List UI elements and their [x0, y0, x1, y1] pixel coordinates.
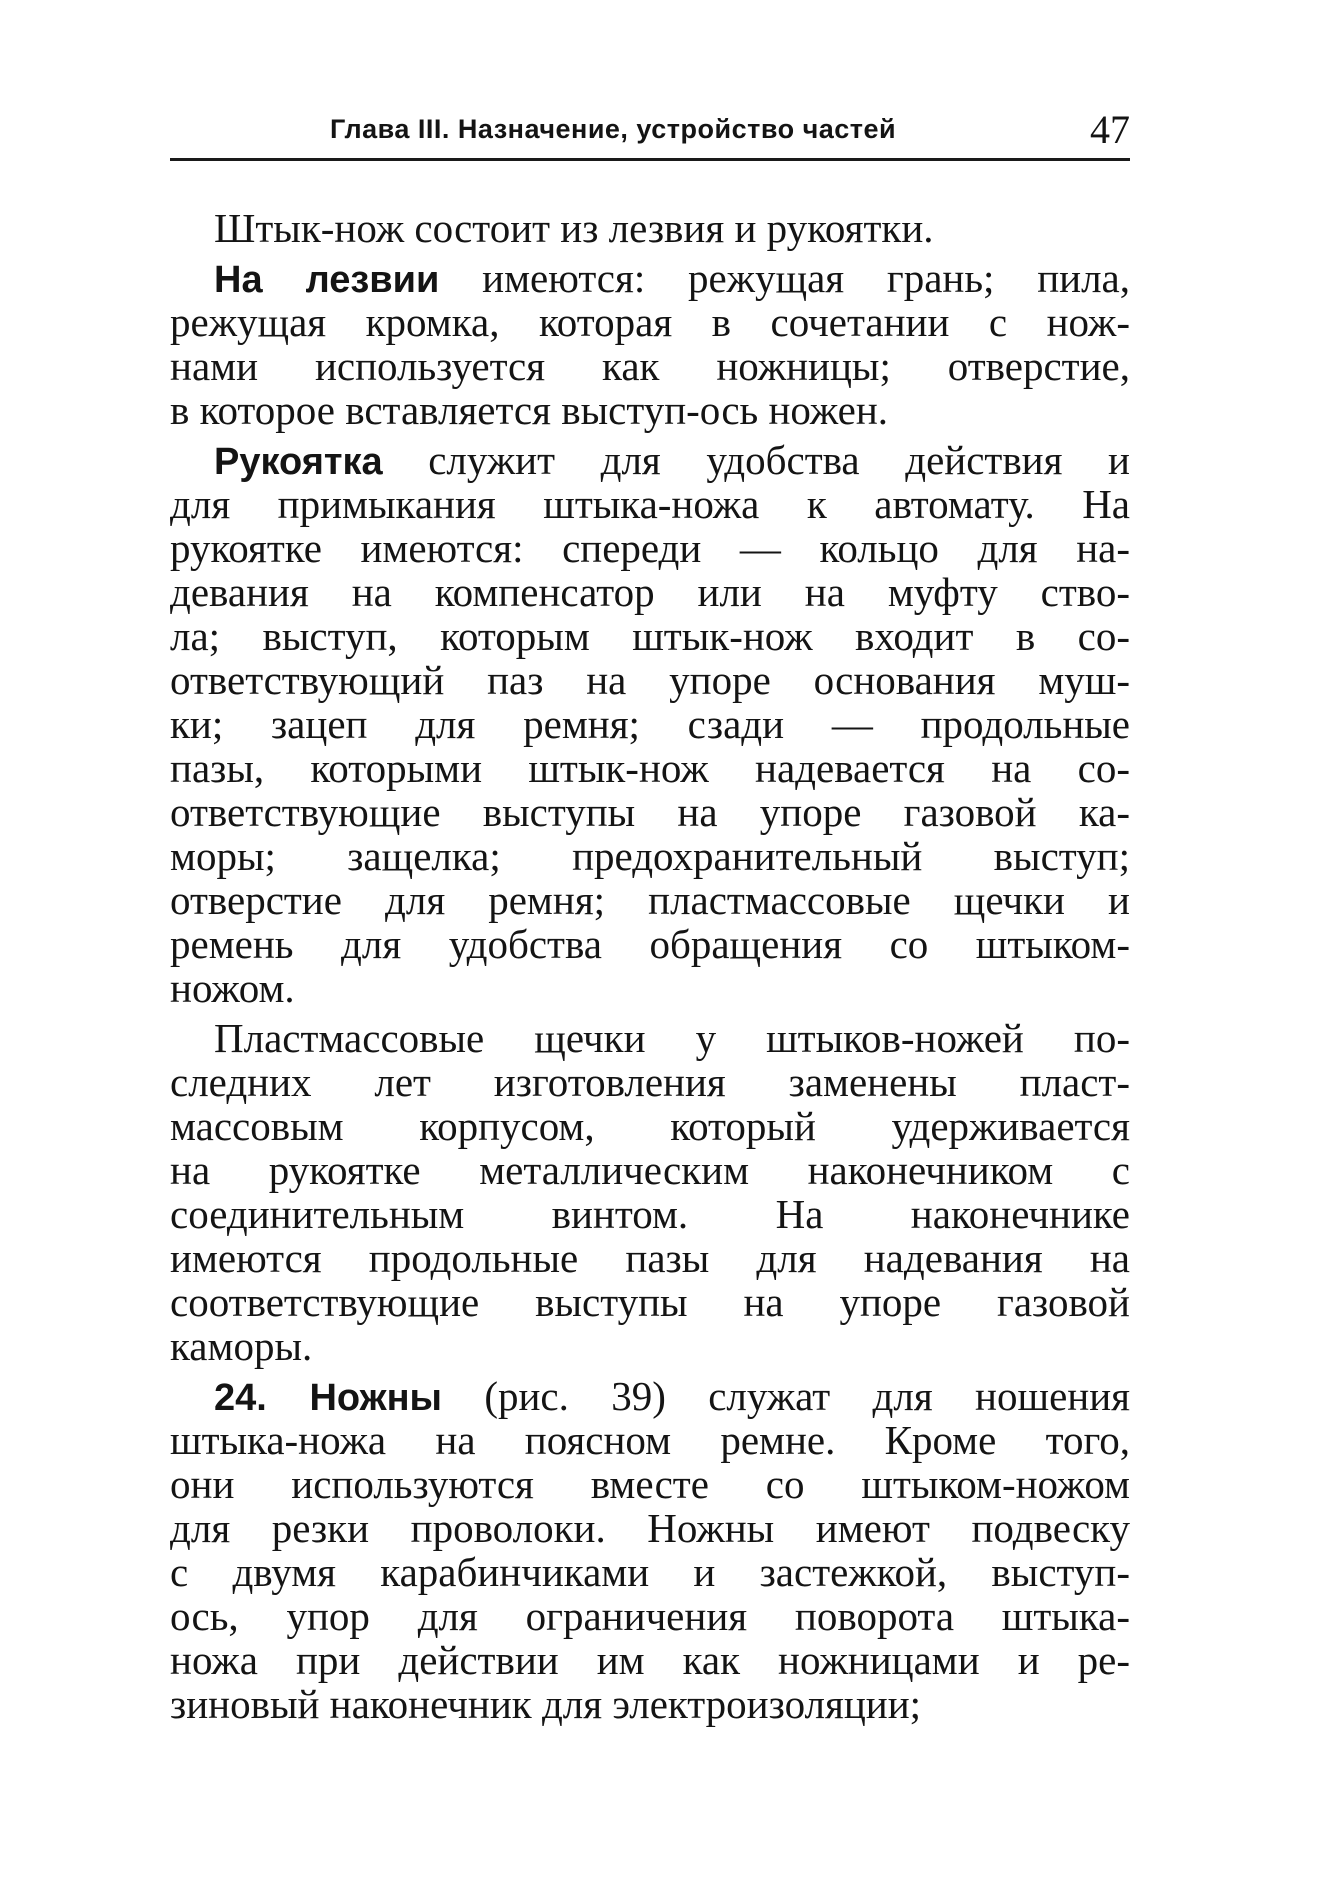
text-line	[170, 966, 1130, 1010]
line-text: каморы.	[170, 1323, 313, 1369]
text-line	[170, 1374, 1130, 1418]
line-text: имеются: режущая грань; пила,	[439, 255, 1130, 301]
line-text: ось, упор для ограничения поворота штыка-	[170, 1593, 1130, 1639]
line-text: ки; зацеп для ремня; сзади — продольные	[170, 701, 1130, 747]
text-line	[170, 702, 1130, 746]
line-text: служит для удобства действия и	[382, 437, 1130, 483]
text-line	[170, 614, 1130, 658]
text-line	[170, 438, 1130, 482]
line-text: Пластмассовые щечки у штыков-ножей по-	[214, 1015, 1130, 1061]
line-text: соединительным винтом. На наконечнике	[170, 1191, 1130, 1237]
text-line	[170, 1682, 1130, 1726]
text-line	[170, 570, 1130, 614]
page-number: 47	[1090, 107, 1130, 152]
line-text: ножом.	[170, 965, 295, 1011]
chapter-title: Глава III. Назначение, устройство частей	[330, 114, 897, 144]
line-text: режущая кромка, которая в сочетании с нож-	[170, 299, 1130, 345]
line-text: имеются продольные пазы для надевания на	[170, 1235, 1130, 1281]
text-line	[170, 388, 1130, 432]
bold-term: 24. Ножны	[214, 1377, 442, 1419]
line-text: они используются вместе со штыком-ножом	[170, 1461, 1130, 1507]
line-text: для резки проволоки. Ножны имеют подвеску	[170, 1505, 1130, 1551]
line-text: в которое вставляется выступ-ось ножен.	[170, 387, 889, 433]
line-text: следних лет изготовления заменены пласт-	[170, 1059, 1130, 1105]
line-text: ремень для удобства обращения со штыком-	[170, 921, 1130, 967]
line-text: моры; защелка; предохранительный выступ;	[170, 833, 1130, 879]
text-line	[170, 1418, 1130, 1462]
text-line	[170, 1638, 1130, 1682]
line-text: пазы, которыми штык-нож надевается на со-	[170, 745, 1130, 791]
bold-term: На лезвии	[214, 259, 440, 301]
line-text: ответствующий паз на упоре основания муш-	[170, 657, 1130, 703]
line-text: зиновый наконечник для электроизоляции;	[170, 1681, 922, 1727]
paragraph	[170, 206, 1130, 250]
line-text: отверстие для ремня; пластмассовые щечки и	[170, 877, 1130, 923]
line-text: ответствующие выступы на упоре газовой ка-	[170, 789, 1130, 835]
text-line	[170, 1060, 1130, 1104]
line-text: соответствующие выступы на упоре газовой	[170, 1279, 1130, 1325]
text-line	[170, 746, 1130, 790]
text-line	[170, 1324, 1130, 1368]
text-line	[170, 878, 1130, 922]
line-text: нами используется как ножницы; отверстие,	[170, 343, 1130, 389]
body-text	[170, 206, 1130, 1726]
paragraph	[170, 1374, 1130, 1726]
text-line	[170, 256, 1130, 300]
text-line	[170, 1016, 1130, 1060]
line-text: Штык-нож состоит из лезвия и рукоятки.	[214, 205, 934, 251]
line-text: ла; выступ, которым штык-нож входит в со-	[170, 613, 1130, 659]
line-text: на рукоятке металлическим наконечником с	[170, 1147, 1130, 1193]
text-line	[170, 1594, 1130, 1638]
text-line	[170, 1550, 1130, 1594]
text-line	[170, 1462, 1130, 1506]
text-line	[170, 526, 1130, 570]
text-line	[170, 834, 1130, 878]
line-text: для примыкания штыка-ножа к автомату. На	[170, 481, 1130, 527]
text-line	[170, 1236, 1130, 1280]
text-line	[170, 300, 1130, 344]
line-text: с двумя карабинчиками и застежкой, выступ-	[170, 1549, 1130, 1595]
line-text: рукоятке имеются: спереди — кольцо для на-	[170, 525, 1130, 571]
paragraph	[170, 256, 1130, 432]
text-line	[170, 344, 1130, 388]
text-line	[170, 1148, 1130, 1192]
line-text: ножа при действии им как ножницами и ре-	[170, 1637, 1130, 1683]
bold-term: Рукоятка	[214, 441, 383, 483]
text-line	[170, 1280, 1130, 1324]
text-line	[170, 1506, 1130, 1550]
text-line	[170, 206, 1130, 250]
line-text: девания на компенсатор или на муфту ство-	[170, 569, 1130, 615]
running-head	[170, 107, 1130, 161]
paragraph	[170, 438, 1130, 1010]
text-line	[170, 1104, 1130, 1148]
paragraph	[170, 1016, 1130, 1368]
text-line	[170, 790, 1130, 834]
text-line	[170, 658, 1130, 702]
text-line	[170, 1192, 1130, 1236]
line-text: (рис. 39) служат для ношения	[441, 1373, 1131, 1419]
text-line	[170, 922, 1130, 966]
line-text: массовым корпусом, который удерживается	[170, 1103, 1130, 1149]
text-line	[170, 482, 1130, 526]
line-text: штыка-ножа на поясном ремне. Кроме того,	[170, 1417, 1130, 1463]
